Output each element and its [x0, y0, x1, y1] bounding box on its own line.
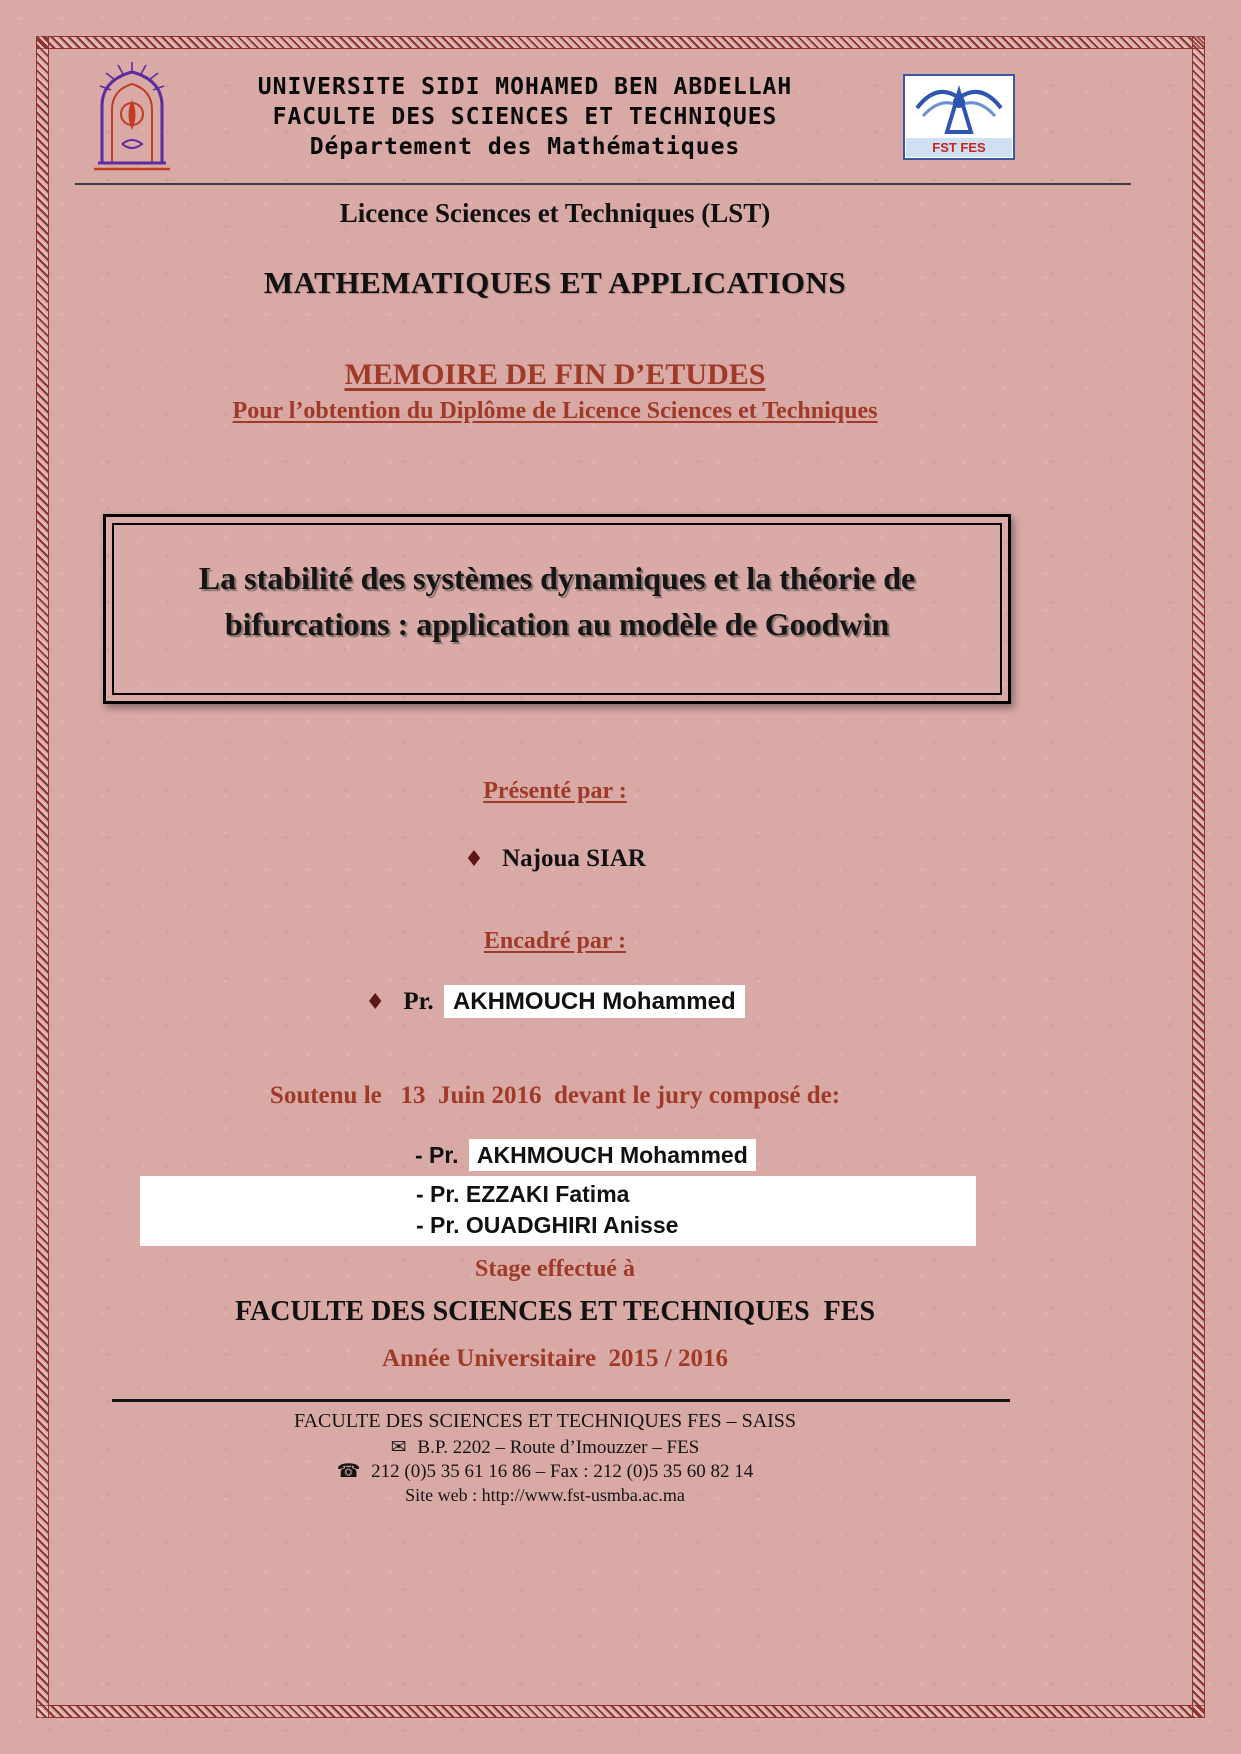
specialty-title: MATHEMATIQUES ET APPLICATIONS — [263, 265, 847, 300]
footer-address-line — [75, 1436, 1015, 1459]
memoire-subtitle: Pour l’obtention du Diplôme de Licence Sciences et Techniques — [232, 398, 878, 424]
mail-icon: ✉ — [390, 1436, 407, 1458]
academic-year: Année Universitaire 2015 / 2016 — [381, 1345, 729, 1372]
jury-list-panel — [140, 1176, 976, 1246]
jury-member-name: AKHMOUCH Mohammed — [469, 1139, 756, 1171]
decorative-border-left — [36, 36, 49, 1718]
decorative-border-bottom — [36, 1705, 1205, 1718]
diamond-bullet-icon: ♦ — [464, 847, 484, 872]
jury-member-prefix: - Pr. — [415, 1142, 459, 1168]
defense-line: Soutenu le 13 Juin 2016 devant le jury composé de: — [269, 1082, 841, 1109]
supervised-by-label: Encadré par : — [483, 928, 627, 954]
university-name: UNIVERSITE SIDI MOHAMED BEN ABDELLAH — [257, 74, 793, 100]
university-header — [200, 72, 850, 162]
jury-member-row — [416, 1176, 976, 1210]
footer-website-line: Site web : http://www.fst-usmba.ac.ma — [405, 1485, 685, 1505]
supervisor-prefix: Pr. — [403, 988, 434, 1015]
student-name: Najoua SIAR — [502, 845, 646, 872]
supervisor-name: AKHMOUCH Mohammed — [444, 985, 745, 1018]
thesis-title-line1: La stabilité des systèmes dynamiques et la théorie de — [198, 560, 916, 596]
jury-member-name: EZZAKI Fatima — [465, 1181, 630, 1207]
thesis-title — [106, 555, 1008, 647]
licence-line: Licence Sciences et Techniques (LST) — [339, 198, 771, 228]
diamond-bullet-icon: ♦ — [365, 990, 386, 1015]
footer-phone-text: 212 (0)5 35 61 16 86 – Fax : 212 (0)5 35 60 82 14 — [371, 1461, 754, 1482]
thesis-title-line2: bifurcations : application au modèle de Goodwin — [224, 606, 890, 642]
fst-fes-logo — [903, 74, 1015, 160]
decorative-border-right — [1192, 36, 1205, 1718]
footer-divider — [112, 1399, 1010, 1402]
header-divider — [75, 183, 1131, 185]
fst-fes-logo-label: FST FES — [932, 140, 986, 155]
footer-faculty-line: FACULTE DES SCIENCES ET TECHNIQUES FES – SAISS — [293, 1410, 797, 1432]
department-name: Département des Mathématiques — [309, 134, 741, 160]
internship-label: Stage effectué à — [475, 1256, 635, 1282]
presented-by-label: Présenté par : — [483, 778, 627, 804]
footer-address-text: B.P. 2202 – Route d’Imouzzer – FES — [417, 1437, 700, 1458]
decorative-border-top — [36, 36, 1205, 49]
supervisor-row — [75, 988, 1035, 1016]
faculty-name: FACULTE DES SCIENCES ET TECHNIQUES — [272, 104, 778, 130]
jury-member-row — [415, 1142, 756, 1169]
footer-phone-line — [75, 1460, 1015, 1483]
presented-name-row — [75, 845, 1035, 873]
university-emblem-logo — [88, 60, 176, 172]
memoire-title: MEMOIRE DE FIN D’ETUDES — [344, 358, 766, 391]
thesis-title-box — [103, 514, 1011, 704]
phone-icon: ☎ — [336, 1460, 361, 1482]
jury-member-prefix: - Pr. — [416, 1212, 460, 1238]
jury-member-prefix: - Pr. — [416, 1181, 460, 1207]
internship-place: FACULTE DES SCIENCES ET TECHNIQUES FES — [234, 1296, 876, 1327]
jury-member-name: OUADGHIRI Anisse — [465, 1212, 679, 1238]
jury-member-row — [416, 1210, 976, 1241]
